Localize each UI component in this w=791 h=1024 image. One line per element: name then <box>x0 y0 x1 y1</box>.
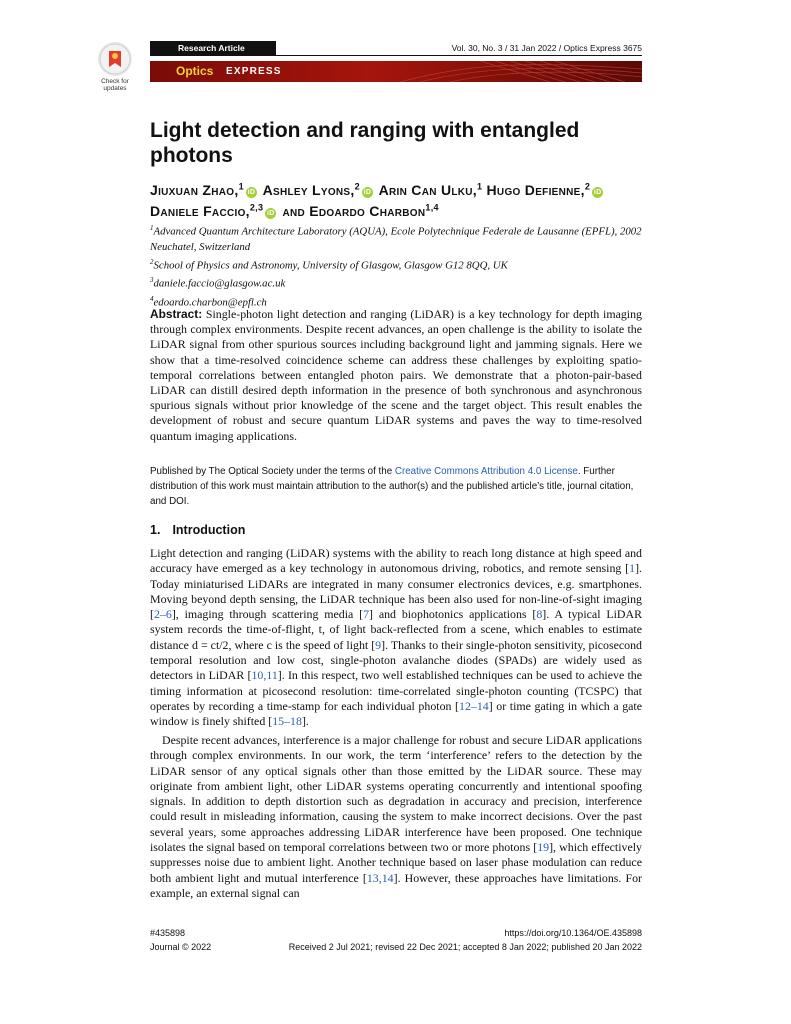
author[interactable]: Daniele Faccio,$^{2,3}$iD <box>150 202 275 220</box>
doi-link[interactable]: https://doi.org/10.1364/OE.435898 <box>504 928 642 938</box>
author[interactable]: and Edoardo Charbon$^{1,4}$ <box>282 202 439 220</box>
journal-brand-bar <box>150 61 642 82</box>
publication-dates: Received 2 Jul 2021; revised 22 Dec 2021; accepted 8 Jan 2022; published 20 Jan 2022 <box>288 942 642 952</box>
citation-link[interactable]: 2–6 <box>153 607 172 622</box>
journal-info: Vol. 30, No. 3 / 31 Jan 2022 / Optics Express 3675 <box>451 43 642 53</box>
check-updates-label: Check for updates <box>101 78 129 92</box>
check-for-updates-badge[interactable] <box>93 42 137 92</box>
article-type-tag: Research Article <box>150 41 276 56</box>
citation-link[interactable]: 9 <box>375 637 382 652</box>
abstract <box>150 307 642 444</box>
author[interactable]: Jiuxuan Zhao,$^1$iD <box>150 181 256 198</box>
journal-copyright: Journal © 2022 <box>150 942 212 952</box>
article-title: Light detection and ranging with entangled photons <box>150 119 580 167</box>
citation-link[interactable]: 12–14 <box>459 698 489 713</box>
section-heading: 1. Introduction <box>150 523 246 537</box>
citation-link[interactable]: 15–18 <box>272 714 302 729</box>
citation-link[interactable]: 13,14 <box>366 870 394 885</box>
abstract-label: Abstract: <box>150 307 203 321</box>
journal-header <box>150 41 642 59</box>
article-id: #435898 <box>150 928 186 938</box>
affiliation: $^1$Advanced Quantum Architecture Laboratory (AQUA), Ecole Polytechnique Federale de Lausanne (EPFL), 2002 Neuchatel, Switzerland <box>150 224 642 253</box>
orcid-icon[interactable]: iD <box>363 188 372 196</box>
orcid-icon[interactable]: iD <box>247 188 256 196</box>
citation-link[interactable]: 10,11 <box>251 668 278 683</box>
body-paragraph: Light detection and ranging (LiDAR) systems with the ability to reach long distance at high speed and accuracy have emerged as a key technology in autonomous driving, robotics, and remote sensing [1]. Today miniaturised LiDARs are integrated in many consumer electronics devices, e.g. smartphones. Moving beyond depth sensing, the LiDAR technique has been also used for non-line-of-sight imaging [2–6], imaging through scattering media [7] and biophotonics applications [8]. A typical LiDAR system records the time-of-flight, t, of light back-reflected from a scene, which enables to estimate distance d = ct/2, where c is the speed of light [9]. Thanks to their single-photon sensitivity, picosecond temporal resolution and low cost, single-photon avalanche diodes (SPADs) are widely used as detectors in LiDAR [10,11]. In this respect, two well established techniques can be used to achieve the timing information at picosecond resolution: time-correlated single-photon counting (TCSPC) that operates by recording a time-stamp for each individual photon [12–14] or time gating in which a gate window is finely shifted [15–18]. <box>150 546 642 729</box>
affiliation-email[interactable]: $^3$daniele.faccio@glasgow.ac.uk <box>150 276 286 290</box>
header-rule <box>276 55 642 56</box>
brand-bar-swoosh <box>150 61 642 82</box>
affiliation-email[interactable]: $^4$edoardo.charbon@epfl.ch <box>150 294 267 309</box>
license-statement: Published by The Optical Society under the terms of the Creative Commons Attribution 4.0 License. Further distribution of this work must maintain attribution to the author(s) and the published article’s title, journal citation, and DOI. <box>150 466 634 507</box>
orcid-icon[interactable]: iD <box>593 188 602 196</box>
citation-link[interactable]: 1 <box>629 561 636 576</box>
license-link[interactable]: Creative Commons Attribution 4.0 License <box>394 466 578 477</box>
brand-optics: Optics <box>176 64 214 78</box>
author[interactable]: Ashley Lyons,$^2$iD <box>262 181 372 198</box>
affiliation: $^2$School of Physics and Astronomy, University of Glasgow, Glasgow G12 8QQ, UK <box>150 257 508 272</box>
author-list <box>150 177 642 220</box>
citation-link[interactable]: 8 <box>536 607 543 622</box>
author[interactable]: Arin Can Ulku,$^1$ <box>378 181 483 198</box>
brand-express: EXPRESS <box>226 66 282 77</box>
abstract-text: Single-photon light detection and ranging (LiDAR) is a key technology for depth imaging through complex environments. Despite recent advances, an open challenge is the ability to isolate the LiDAR signal from other spurious sources including background light and jamming signals. Here we show that a time-resolved coincidence scheme can address these challenges by exploiting spatio-temporal correlations between entangled photon pairs. We demonstrate that a photon-pair-based LiDAR can distill desired depth information in the presence of both synchronous and asynchronous spurious signals without prior knowledge of the scene and the target object. This result enables the development of robust and secure quantum LiDAR systems and paves the way to time-resolved quantum imaging applications. <box>150 307 642 443</box>
body-paragraph: Despite recent advances, interference is a major challenge for robust and secure LiDAR applications through complex environments. In our work, the term ‘interference’ refers to the detection by the LiDAR sensor of any optical signals other than those emitted by the LiDAR source. These may originate from ambient light, other LiDAR systems operating concurrently and intentional spoofing signals. In addition to depth distortion such as degradation in accuracy and precision, interference could result in misleading information, causing the system to make incorrect decisions. Over the past several years, some approaches addressing LiDAR interference have been proposed. One technique isolates the signal based on temporal correlations between two or more photons [19], which effectively suppresses noise due to ambient light. Another technique based on laser phase modulation can reduce both ambient light and mutual interference [13,14]. However, these approaches have limitations. For example, an external signal can <box>150 733 643 900</box>
affiliations <box>150 221 642 310</box>
citation-link[interactable]: 19 <box>537 840 550 855</box>
orcid-icon[interactable]: iD <box>266 210 275 218</box>
citation-link[interactable]: 7 <box>363 607 370 622</box>
check-updates-icon <box>98 42 132 76</box>
author[interactable]: Hugo Defienne,$^2$iD <box>486 181 602 198</box>
